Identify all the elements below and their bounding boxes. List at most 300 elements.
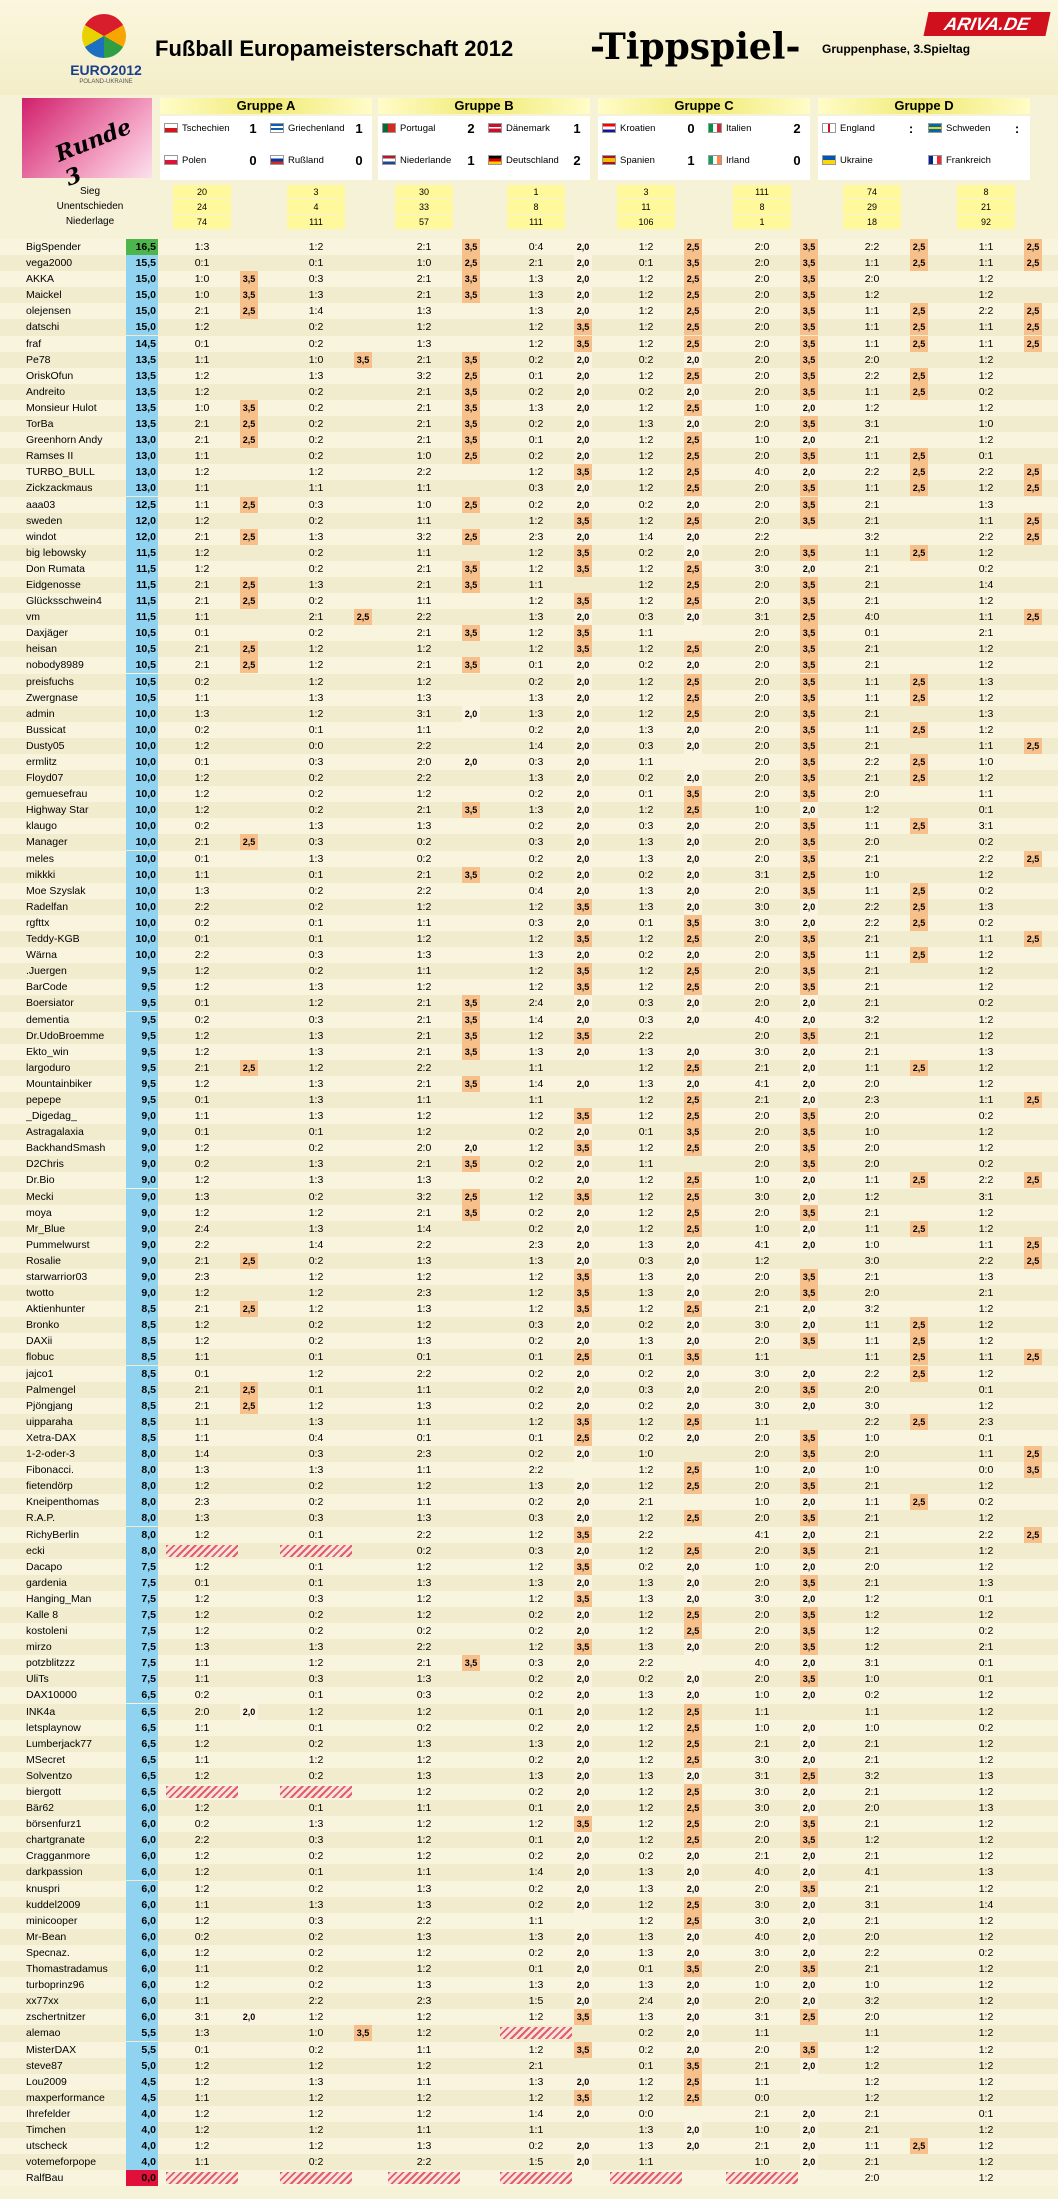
tip-cell: 1:2 [638, 1061, 654, 1074]
player-name: Pe78 [26, 353, 51, 366]
tip-cell: 1:3 [194, 1190, 210, 1203]
bonus-cell: 3,5 [462, 657, 480, 673]
player-name: steve87 [26, 2059, 63, 2072]
bonus-cell: 2,5 [240, 1398, 258, 1414]
tip-cell: 2:3 [416, 1995, 432, 2008]
player-name: Mr-Bean [26, 1930, 67, 1943]
tip-cell: 1:1 [194, 482, 210, 495]
tip-cell: 3:0 [754, 1592, 770, 1605]
tip-cell: 1:2 [308, 1287, 324, 1300]
bonus-cell: 2,5 [684, 287, 702, 303]
tip-cell: 0:2 [308, 2156, 324, 2169]
tip-cell: 0:2 [638, 1399, 654, 1412]
tip-cell: 2:2 [978, 1254, 994, 1267]
goals-away: 2 [573, 153, 581, 168]
tip-cell: 1:2 [528, 562, 544, 575]
bonus-cell: 2,5 [684, 1897, 702, 1913]
tip-cell: 1:0 [754, 804, 770, 817]
player-points: 9,0 [126, 1205, 158, 1221]
table-row [0, 336, 1058, 352]
bonus-cell: 2,0 [684, 384, 702, 400]
table-row [0, 1993, 1058, 2009]
player-points: 7,5 [126, 1591, 158, 1607]
tip-cell: 0:2 [978, 1625, 994, 1638]
bonus-cell: 2,5 [462, 497, 480, 513]
bonus-cell: 2,0 [800, 1012, 818, 1028]
table-row [0, 802, 1058, 818]
player-name: Bär62 [26, 1802, 55, 1815]
tip-cell: 0:2 [638, 2027, 654, 2040]
tip-cell: 2:1 [864, 1786, 880, 1798]
team-name: Tschechien [182, 123, 230, 134]
tip-cell: 1:2 [194, 369, 210, 382]
tip-cell: 1:2 [978, 1544, 994, 1557]
tip-cell: 1:0 [978, 418, 994, 431]
bonus-cell: 3,5 [800, 497, 818, 513]
bonus-cell: 2,0 [574, 1704, 592, 1720]
bonus-cell: 2,5 [684, 480, 702, 496]
bonus-cell: 2,0 [574, 1237, 592, 1253]
bonus-cell: 2,0 [800, 1897, 818, 1913]
bonus-cell: 3,5 [684, 2058, 702, 2074]
bonus-cell: 2,0 [800, 1993, 818, 2009]
table-row [0, 352, 1058, 368]
player-name: darkpassion [26, 1866, 83, 1879]
tip-cell: 2:1 [864, 1818, 880, 1831]
tip-cell: 1:2 [308, 659, 324, 672]
tip-cell: 1:2 [864, 2059, 880, 2072]
tip-cell: 1:3 [308, 1222, 324, 1235]
tip-cell: 1:3 [528, 289, 544, 302]
bonus-cell: 3,5 [800, 754, 818, 770]
player-points: 10,5 [126, 690, 158, 706]
player-points: 10,0 [126, 754, 158, 770]
bonus-cell: 3,5 [800, 1108, 818, 1124]
tip-cell: 0:2 [308, 900, 324, 913]
tip-cell: 1:1 [308, 482, 324, 495]
player-name: Ekto_win [26, 1045, 69, 1058]
tip-cell: 3:1 [416, 707, 432, 720]
tip-cell: 1:3 [638, 1866, 654, 1879]
bonus-cell: 3,5 [574, 979, 592, 995]
bonus-cell: 2,5 [462, 448, 480, 464]
player-name: datschi [26, 321, 60, 334]
table-row [0, 738, 1058, 754]
tip-cell: 1:4 [308, 1238, 324, 1251]
bonus-cell: 2,0 [574, 657, 592, 673]
tip-cell: 2:1 [864, 1480, 880, 1493]
tip-cell: 3:2 [416, 1190, 432, 1203]
bonus-cell: 2,0 [800, 1172, 818, 1188]
tip-cell: 1:2 [194, 1480, 210, 1493]
table-row [0, 1591, 1058, 1607]
player-points: 6,0 [126, 1832, 158, 1848]
tip-cell: 1:3 [978, 1271, 994, 1283]
player-name: utscheck [26, 2140, 68, 2153]
player-name: olejensen [26, 305, 71, 318]
tip-cell: 2:2 [864, 1946, 880, 1959]
tip-cell: 0:2 [528, 820, 544, 833]
bonus-cell: 3,5 [462, 625, 480, 641]
tip-cell: 2:2 [864, 1415, 880, 1428]
player-name: Hanging_Man [26, 1592, 92, 1605]
tip-cell: 0:2 [416, 1544, 432, 1557]
bonus-cell: 3,5 [800, 1671, 818, 1687]
tip-cell: 1:2 [978, 2091, 994, 2104]
player-points: 9,0 [126, 1172, 158, 1188]
tip-cell: 2:0 [864, 353, 880, 366]
player-name: Floyd07 [26, 772, 64, 785]
team-name: Schweden [946, 123, 991, 134]
tip-cell: 1:3 [638, 1769, 654, 1782]
team-name: Italien [726, 123, 752, 134]
tip-cell: 0:1 [194, 933, 210, 946]
tip-cell: 4:0 [754, 1866, 770, 1879]
bonus-cell: 2,0 [574, 287, 592, 303]
stat-value: 8 [733, 200, 791, 214]
bonus-cell: 2,0 [574, 1881, 592, 1897]
tip-cell: 0:2 [528, 1496, 544, 1509]
bonus-cell: 2,0 [574, 867, 592, 883]
tip-cell: 2:1 [416, 418, 432, 431]
table-row [0, 577, 1058, 593]
player-points: 10,0 [126, 818, 158, 834]
bonus-cell: 3,5 [462, 271, 480, 287]
tip-cell: 0:2 [308, 884, 324, 897]
bonus-cell: 3,5 [240, 287, 258, 303]
tip-cell: 1:2 [864, 1641, 880, 1654]
tip-cell: 1:2 [978, 1995, 994, 2008]
tip-cell: 1:2 [194, 1287, 210, 1300]
tip-cell: 1:2 [308, 1705, 324, 1718]
tip-cell: 1:1 [978, 257, 994, 270]
tip-cell: 1:2 [978, 868, 994, 881]
tip-cell: 1:2 [194, 2123, 210, 2136]
player-name: Don Rumata [26, 562, 85, 575]
tip-cell: 1:3 [308, 2075, 324, 2088]
table-row [0, 1189, 1058, 1205]
player-points: 8,0 [126, 1446, 158, 1462]
bonus-cell: 2,0 [574, 1736, 592, 1752]
tip-cell: 1:1 [416, 1093, 432, 1106]
table-row [0, 1655, 1058, 1671]
tip-cell: 1:1 [754, 2075, 770, 2088]
tip-cell: 1:0 [864, 1464, 880, 1477]
phase-label: Gruppenphase, 3.Spieltag [822, 42, 971, 56]
table-row [0, 303, 1058, 319]
bonus-cell: 3,5 [800, 1156, 818, 1172]
tip-cell: 1:3 [308, 981, 324, 994]
tip-cell: 1:3 [416, 1254, 432, 1267]
tip-cell: 1:2 [416, 1560, 432, 1573]
tip-cell: 2:0 [754, 1544, 770, 1557]
tip-cell: 1:3 [416, 1303, 432, 1316]
tip-cell: 0:2 [194, 1013, 210, 1026]
bonus-cell: 3,5 [800, 963, 818, 979]
tip-cell: 1:1 [416, 2043, 432, 2056]
tip-cell: 2:1 [864, 1206, 880, 1219]
tip-cell: 1:2 [978, 1882, 994, 1895]
tip-cell: 1:3 [638, 2123, 654, 2136]
player-points: 5,5 [126, 2025, 158, 2041]
bonus-cell: 2,5 [240, 1382, 258, 1398]
table-row [0, 1012, 1058, 1028]
tip-cell: 2:1 [308, 611, 324, 624]
tip-cell: 1:3 [416, 1512, 432, 1525]
bonus-cell: 2,5 [684, 319, 702, 335]
tip-cell: 2:2 [416, 1528, 432, 1541]
tip-cell: 1:2 [978, 2123, 994, 2136]
table-row [0, 287, 1058, 303]
tip-cell: 1:2 [528, 1287, 544, 1300]
tip-cell: 2:0 [754, 1126, 770, 1139]
bonus-cell: 2,5 [800, 1768, 818, 1784]
tip-cell: 0:2 [978, 1496, 994, 1509]
bonus-cell: 3,5 [462, 1156, 480, 1172]
player-points: 6,5 [126, 1704, 158, 1720]
tip-cell: 2:1 [864, 2156, 880, 2169]
group-1 [160, 98, 372, 180]
flag-icon [270, 155, 284, 165]
bonus-cell: 2,5 [684, 513, 702, 529]
tip-cell: 0:3 [308, 756, 324, 768]
bonus-cell: 2,5 [910, 690, 928, 706]
bonus-cell: 2,5 [684, 1092, 702, 1108]
player-points: 8,0 [126, 1462, 158, 1478]
bonus-cell: 3,5 [800, 947, 818, 963]
tip-cell: 1:3 [416, 691, 432, 704]
bonus-cell: 2,0 [574, 1929, 592, 1945]
tip-cell: 1:3 [638, 852, 654, 865]
tip-cell: 1:2 [194, 514, 210, 527]
tip-cell: 2:2 [416, 2156, 432, 2169]
bonus-cell: 2,5 [684, 1478, 702, 1494]
tip-cell: 0:2 [308, 1496, 324, 1509]
tip-cell [280, 2172, 352, 2184]
tip-cell: 1:1 [864, 691, 880, 704]
tip-cell: 2:4 [528, 997, 544, 1010]
bonus-cell: 2,0 [574, 1205, 592, 1221]
bonus-cell: 3,5 [800, 352, 818, 368]
player-points: 5,5 [126, 2042, 158, 2058]
tip-cell: 1:2 [638, 337, 654, 350]
tip-cell: 2:3 [528, 530, 544, 543]
bonus-cell: 2,0 [800, 1462, 818, 1478]
bonus-cell: 2,0 [800, 432, 818, 448]
tip-cell: 1:2 [638, 1174, 654, 1187]
bonus-cell: 2,0 [574, 2138, 592, 2154]
table-row [0, 2042, 1058, 2058]
tip-cell: 0:1 [978, 1431, 994, 1444]
tip-cell: 1:2 [416, 1271, 432, 1283]
bonus-cell: 2,0 [574, 1317, 592, 1333]
bonus-cell: 2,0 [684, 416, 702, 432]
tip-cell: 0:2 [978, 1158, 994, 1171]
tip-cell: 1:2 [978, 981, 994, 994]
table-row [0, 1398, 1058, 1414]
player-name: BigSpender [26, 241, 81, 253]
tip-cell: 1:3 [308, 1077, 324, 1090]
tip-cell: 1:3 [528, 707, 544, 720]
tip-cell: 1:2 [978, 1319, 994, 1332]
stat-label: Unentschieden [56, 201, 124, 212]
tip-cell: 1:1 [194, 1431, 210, 1444]
tip-cell: 0:1 [528, 1802, 544, 1815]
group-matches [160, 116, 372, 180]
tip-cell: 0:2 [308, 788, 324, 801]
table-row [0, 1816, 1058, 1832]
tip-cell: 2:0 [754, 627, 770, 640]
tip-cell: 2:0 [754, 707, 770, 720]
player-points: 15,0 [126, 271, 158, 287]
tip-cell: 2:2 [978, 1174, 994, 1187]
tip-cell: 1:2 [978, 1077, 994, 1090]
bonus-cell: 3,5 [574, 464, 592, 480]
team-away [270, 154, 324, 167]
bonus-cell: 2,0 [574, 690, 592, 706]
tip-cell: 1:2 [416, 1786, 432, 1798]
tip-cell: 0:2 [308, 1769, 324, 1782]
tip-cell: 2:0 [864, 2011, 880, 2024]
bonus-cell: 2,0 [684, 1253, 702, 1269]
player-name: vm [26, 611, 40, 624]
tip-cell: 1:2 [416, 1319, 432, 1332]
tip-cell: 1:2 [638, 933, 654, 946]
bonus-cell: 3,5 [574, 1285, 592, 1301]
ariva-logo[interactable]: ARIVA.DE [923, 12, 1050, 36]
player-points: 6,5 [126, 1784, 158, 1800]
bonus-cell: 3,5 [574, 1301, 592, 1317]
tip-cell: 1:2 [528, 965, 544, 978]
tip-cell: 2:2 [978, 852, 994, 865]
tip-cell: 2:1 [864, 1512, 880, 1525]
tip-cell: 1:1 [194, 450, 210, 463]
tip-cell: 1:1 [638, 627, 654, 640]
player-points: 9,5 [126, 1044, 158, 1060]
table-row [0, 2074, 1058, 2090]
bonus-cell: 2,5 [910, 1494, 928, 1510]
player-points: 10,0 [126, 915, 158, 931]
player-points: 6,0 [126, 1881, 158, 1897]
group-title: Gruppe C [598, 98, 810, 114]
table-row [0, 947, 1058, 963]
tip-cell: 1:2 [194, 1769, 210, 1782]
tip-cell: 1:2 [638, 1093, 654, 1106]
tip-cell: 0:3 [308, 1448, 324, 1461]
player-points: 6,0 [126, 1961, 158, 1977]
tip-cell: 1:2 [308, 1753, 324, 1766]
tip-cell: 1:1 [416, 546, 432, 559]
tip-cell: 1:1 [528, 1914, 544, 1927]
tip-cell: 1:2 [194, 1608, 210, 1621]
tip-cell: 0:1 [978, 804, 994, 817]
table-row [0, 271, 1058, 287]
bonus-cell: 2,0 [574, 851, 592, 867]
tip-cell: 1:2 [978, 1753, 994, 1766]
player-points: 11,5 [126, 593, 158, 609]
player-name: .Juergen [26, 965, 67, 978]
tip-cell: 2:0 [754, 546, 770, 559]
tip-cell: 0:3 [416, 1689, 432, 1702]
tip-cell: 1:3 [638, 1335, 654, 1348]
tip-cell: 1:2 [416, 1834, 432, 1847]
tip-cell: 1:2 [638, 1480, 654, 1493]
tip-cell: 1:3 [528, 1930, 544, 1943]
tip-cell: 3:0 [754, 1399, 770, 1412]
tip-cell: 2:2 [864, 369, 880, 382]
logo-text: EURO2012 [70, 62, 142, 78]
tip-cell: 1:2 [528, 1415, 544, 1428]
tip-cell: 1:2 [308, 643, 324, 656]
tip-cell: 1:2 [638, 1512, 654, 1525]
tip-cell: 1:2 [978, 1206, 994, 1219]
tip-cell: 1:1 [416, 965, 432, 978]
bonus-cell: 2,0 [574, 1687, 592, 1703]
team-home [928, 122, 990, 135]
player-points: 8,0 [126, 1543, 158, 1559]
tip-cell: 1:2 [638, 2075, 654, 2088]
tip-cell: 1:2 [308, 2091, 324, 2104]
tip-cell: 1:2 [194, 385, 210, 398]
bonus-cell: 2,0 [574, 995, 592, 1011]
tip-cell: 1:3 [638, 836, 654, 849]
player-name: Teddy-KGB [26, 933, 80, 946]
bonus-cell: 2,5 [910, 754, 928, 770]
tip-cell: 2:1 [194, 305, 210, 318]
tip-cell: 1:1 [194, 1110, 210, 1123]
tip-cell: 1:3 [308, 1110, 324, 1123]
tip-cell: 1:3 [978, 498, 994, 511]
player-name: minicooper [26, 1914, 78, 1927]
player-points: 9,0 [126, 1189, 158, 1205]
bonus-cell: 3,5 [800, 818, 818, 834]
table-row [0, 867, 1058, 883]
player-name: R.A.P. [26, 1512, 55, 1525]
tip-cell: 0:2 [308, 1254, 324, 1267]
player-points: 7,5 [126, 1639, 158, 1655]
tip-cell: 0:2 [638, 1850, 654, 1863]
player-points: 9,5 [126, 1060, 158, 1076]
player-name: Greenhorn Andy [26, 434, 103, 447]
tip-cell: 1:2 [978, 1834, 994, 1847]
tip-cell: 1:1 [864, 1335, 880, 1348]
bonus-cell: 2,0 [684, 2009, 702, 2025]
bonus-cell: 2,5 [684, 1816, 702, 1832]
tip-cell: 0:2 [308, 804, 324, 817]
bonus-cell: 2,0 [800, 1366, 818, 1382]
tip-cell: 1:3 [416, 1174, 432, 1187]
player-name: chartgranate [26, 1834, 85, 1847]
tip-cell: 2:1 [754, 1093, 770, 1106]
tip-cell: 2:1 [754, 2140, 770, 2153]
bonus-cell: 2,5 [910, 336, 928, 352]
bonus-cell: 3,5 [800, 416, 818, 432]
tip-cell: 1:3 [638, 1238, 654, 1251]
tip-cell: 1:2 [308, 241, 324, 253]
bonus-cell: 2,0 [800, 915, 818, 931]
player-name: Moe Szyslak [26, 884, 86, 897]
table-row [0, 1623, 1058, 1639]
player-points: 8,5 [126, 1317, 158, 1333]
tip-cell: 0:2 [528, 418, 544, 431]
bonus-cell: 2,0 [800, 1076, 818, 1092]
bonus-cell: 2,5 [684, 336, 702, 352]
table-row [0, 641, 1058, 657]
tip-cell: 0:2 [638, 1431, 654, 1444]
bonus-cell: 3,5 [800, 513, 818, 529]
player-points: 9,5 [126, 979, 158, 995]
player-name: MSecret [26, 1753, 66, 1766]
